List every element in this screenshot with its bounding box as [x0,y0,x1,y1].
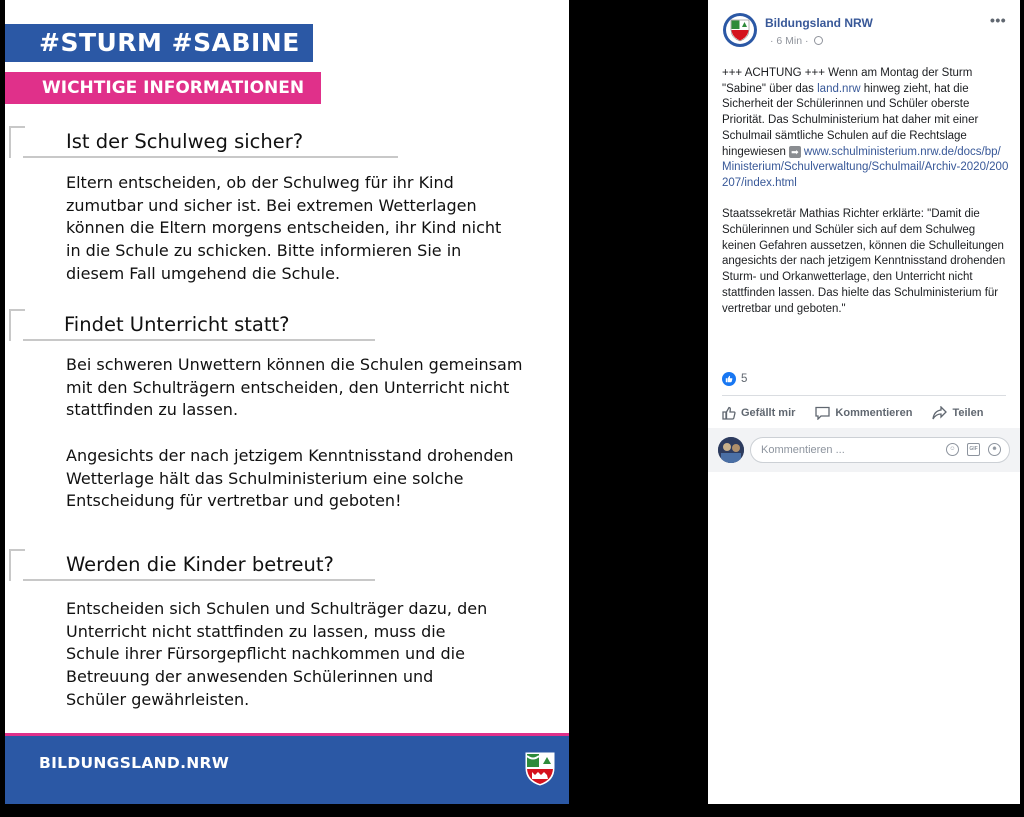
gif-icon[interactable]: GIF [967,443,980,456]
page-name-link[interactable]: Bildungsland NRW [765,16,873,30]
like-count: 5 [741,373,748,385]
footer-brand: BILDUNGSLAND.NRW [39,754,230,772]
like-reaction-icon [722,372,736,386]
facebook-post [708,0,1020,804]
nrw-crest-icon [525,752,555,786]
page-avatar[interactable] [722,12,758,48]
section-title: Findet Unterricht statt? [64,313,290,336]
section-title: Werden die Kinder betreut? [66,553,334,576]
like-button[interactable]: Gefällt mir [722,406,795,420]
post-actions [722,400,1006,426]
comment-input[interactable]: Kommentieren ... ☺ GIF ☻ [750,437,1010,463]
comment-button[interactable]: Kommentieren [815,406,912,420]
section-title: Ist der Schulweg sicher? [66,130,304,153]
thumbs-up-icon [722,406,736,420]
subtitle-banner: WICHTIGE INFORMATIONEN [5,72,321,104]
share-button[interactable]: Teilen [932,406,983,420]
emoji-icon[interactable]: ☺ [946,443,959,456]
more-options-icon[interactable]: ••• [990,12,1007,28]
land-nrw-link[interactable]: land.nrw [817,82,861,95]
comment-composer [708,428,1020,472]
post-quote-paragraph: Staatssekretär Mathias Richter erklärte: "Damit die Schülerinnen und Schüler sich auf dem Schulweg keinen Gefahren aussetzen, können die Schulleitungen angesichts der nach jetzigem Kenntnisstand drohenden Sturm- und Orkanwetterlage, den Unterricht nicht stattfinden lassen. Das hielte das Schulministerium für vertretbar und geboten." [722,208,1006,315]
post-timestamp[interactable]: · 6 Min · [770,35,823,47]
globe-icon [814,36,823,45]
comment-icon [815,406,830,420]
schulmail-link[interactable]: www.schulministerium.nrw.de/docs/bp/Ministerium/Schulverwaltung/Schulmail/Archiv-2020/200207/index.html [722,145,1009,189]
comment-tools [938,443,1001,456]
divider [722,395,1006,396]
section-paragraph: Eltern entscheiden, ob der Schulweg für ihr Kind zumutbar und sicher ist. Bei extremen Wetterlagen können die Eltern morgens entscheiden, ihr Kind nicht in die Schule zu schicken. Bitte informieren Sie in diesem Fall umgehend die Schule. [66,173,502,283]
share-icon [932,406,947,420]
hashtag-banner: #STURM #SABINE [5,24,313,62]
section-paragraph: Angesichts der nach jetzigem Kenntnisstand drohenden Wetterlage hält das Schulministerium eine solche Entscheidung für vertretbar und geboten! [66,446,514,511]
user-avatar[interactable] [718,437,744,463]
post-text: +++ ACHTUNG +++ Wenn am Montag der Sturm "Sabine" über das land.nrw hinweg zieht, hat die Sicherheit der Schülerinnen und Schüler oberste Priorität. Das Schulministerium hat daher mit einer Schulmail sämtliche Schulen auf die Rechtslage hingewiesen ➡ www.schulministerium.nrw.de/docs/bp/Ministerium/Schulverwaltung/Schulmail/Archiv-2020/200207/index.html Staatssekretär Mathias Richter erklärte: "Damit die Schülerinnen und Schüler sich auf dem Schulweg keinen Gefahren aussetzen, können die Schulleitungen angesichts der nach jetzigem Kenntnisstand drohenden Sturm- und Orkanwetterlage, den Unterricht nicht stattfinden lassen. Das hielte das Schulministerium für vertretbar und geboten." [722,66,1010,333]
section-paragraph: Entscheiden sich Schulen und Schulträger dazu, den Unterricht nicht stattfinden zu lassen, muss die Schule ihrer Fürsorgepflicht nachkommen und die Betreuung der anwesenden Schülerinnen und Schüler gewährleisten. [66,599,488,709]
poster-footer [5,733,569,804]
sticker-icon[interactable]: ☻ [988,443,1001,456]
arrow-right-icon: ➡ [791,146,799,157]
section-paragraph: Bei schweren Unwettern können die Schulen gemeinsam mit den Schulträgern entscheiden, den Unterricht nicht stattfinden zu lassen. [66,355,523,420]
reactions-summary[interactable] [722,372,747,386]
infographic-image[interactable] [5,0,569,804]
